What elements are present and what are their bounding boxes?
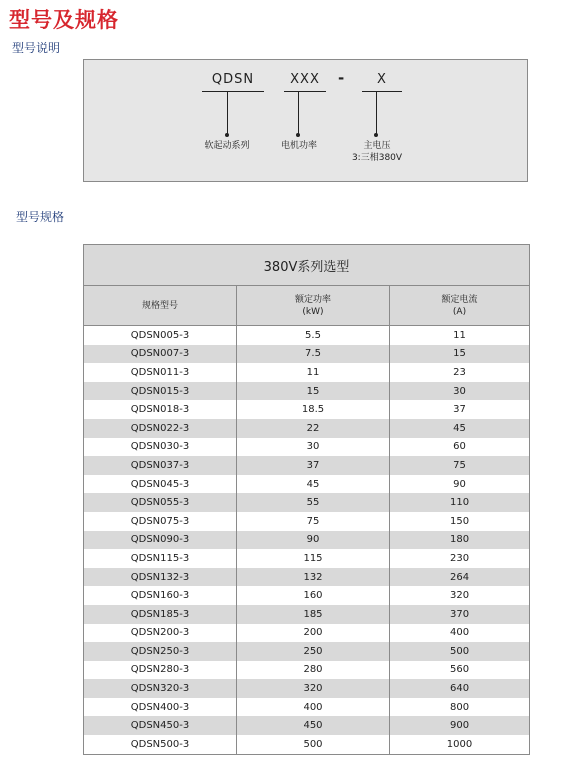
cell-model: QDSN030-3 — [84, 438, 237, 457]
cell-model: QDSN090-3 — [84, 531, 237, 550]
cell-model: QDSN160-3 — [84, 586, 237, 605]
cell-model: QDSN400-3 — [84, 698, 237, 717]
page-title: 型号及规格 — [9, 8, 119, 32]
cell-power: 22 — [237, 419, 390, 438]
table-row — [84, 642, 530, 661]
header-power — [237, 286, 390, 326]
power-pointer-line — [298, 92, 299, 135]
spec-table — [83, 244, 530, 755]
cell-power: 55 — [237, 493, 390, 512]
table-row — [84, 326, 530, 345]
cell-power: 400 — [237, 698, 390, 717]
model-segment-power: XXX — [290, 72, 320, 87]
cell-model: QDSN115-3 — [84, 549, 237, 568]
voltage-underline — [362, 91, 402, 92]
cell-current: 800 — [390, 698, 530, 717]
header-current-label: 额定电流 — [441, 294, 478, 305]
cell-current: 320 — [390, 586, 530, 605]
header-current — [390, 286, 530, 326]
cell-power: 7.5 — [237, 345, 390, 364]
voltage-caption-line1: 主电压 — [363, 141, 391, 151]
series-pointer-dot — [225, 133, 229, 137]
header-power-label: 额定功率 — [294, 294, 331, 305]
cell-power: 185 — [237, 605, 390, 624]
cell-model: QDSN015-3 — [84, 382, 237, 401]
cell-model: QDSN450-3 — [84, 716, 237, 735]
model-segment-voltage: X — [377, 72, 387, 87]
table-row — [84, 493, 530, 512]
cell-model: QDSN045-3 — [84, 475, 237, 494]
cell-current: 30 — [390, 382, 530, 401]
cell-current: 15 — [390, 345, 530, 364]
spec-heading: 型号规格 — [16, 210, 65, 224]
cell-power: 75 — [237, 512, 390, 531]
voltage-pointer-line — [376, 92, 377, 135]
cell-current: 110 — [390, 493, 530, 512]
table-row — [84, 549, 530, 568]
model-code-diagram — [83, 59, 528, 182]
series-underline — [202, 91, 264, 92]
table-row — [84, 475, 530, 494]
cell-power: 320 — [237, 679, 390, 698]
cell-current: 75 — [390, 456, 530, 475]
power-pointer-dot — [296, 133, 300, 137]
cell-model: QDSN320-3 — [84, 679, 237, 698]
cell-power: 200 — [237, 624, 390, 643]
power-caption: 电机功率 — [280, 141, 317, 151]
cell-power: 450 — [237, 716, 390, 735]
cell-power: 5.5 — [237, 326, 390, 345]
cell-model: QDSN500-3 — [84, 735, 237, 754]
table-row — [84, 661, 530, 680]
cell-power: 500 — [237, 735, 390, 754]
cell-current: 264 — [390, 568, 530, 587]
cell-power: 132 — [237, 568, 390, 587]
cell-model: QDSN011-3 — [84, 363, 237, 382]
cell-current: 370 — [390, 605, 530, 624]
cell-current: 900 — [390, 716, 530, 735]
spec-table-body — [84, 326, 530, 755]
header-current-unit: (A) — [452, 306, 467, 317]
cell-power: 45 — [237, 475, 390, 494]
table-row — [84, 382, 530, 401]
cell-current: 400 — [390, 624, 530, 643]
voltage-caption-line2: 3:三相380V — [351, 153, 403, 163]
cell-model: QDSN250-3 — [84, 642, 237, 661]
cell-model: QDSN185-3 — [84, 605, 237, 624]
table-row — [84, 345, 530, 364]
table-title: 380V系列选型 — [84, 245, 530, 286]
cell-power: 15 — [237, 382, 390, 401]
cell-power: 115 — [237, 549, 390, 568]
table-row — [84, 400, 530, 419]
cell-current: 560 — [390, 661, 530, 680]
cell-current: 230 — [390, 549, 530, 568]
header-model — [84, 286, 237, 326]
table-row — [84, 624, 530, 643]
cell-current: 150 — [390, 512, 530, 531]
table-row — [84, 586, 530, 605]
cell-model: QDSN200-3 — [84, 624, 237, 643]
header-model-label: 规格型号 — [141, 300, 178, 311]
cell-power: 18.5 — [237, 400, 390, 419]
cell-model: QDSN075-3 — [84, 512, 237, 531]
model-heading: 型号说明 — [12, 41, 61, 55]
table-row — [84, 698, 530, 717]
cell-current: 23 — [390, 363, 530, 382]
cell-current: 45 — [390, 419, 530, 438]
table-row — [84, 531, 530, 550]
table-row — [84, 568, 530, 587]
model-segment-series: QDSN — [211, 72, 255, 87]
series-caption: 软起动系列 — [204, 141, 250, 151]
cell-current: 1000 — [390, 735, 530, 754]
table-row — [84, 512, 530, 531]
cell-model: QDSN018-3 — [84, 400, 237, 419]
table-row — [84, 363, 530, 382]
cell-power: 11 — [237, 363, 390, 382]
series-pointer-line — [227, 92, 228, 135]
table-row — [84, 605, 530, 624]
cell-current: 90 — [390, 475, 530, 494]
table-row — [84, 419, 530, 438]
cell-current: 180 — [390, 531, 530, 550]
cell-power: 30 — [237, 438, 390, 457]
cell-model: QDSN280-3 — [84, 661, 237, 680]
cell-power: 37 — [237, 456, 390, 475]
model-separator: - — [338, 69, 345, 87]
cell-model: QDSN037-3 — [84, 456, 237, 475]
cell-power: 90 — [237, 531, 390, 550]
table-row — [84, 735, 530, 754]
cell-model: QDSN005-3 — [84, 326, 237, 345]
cell-current: 11 — [390, 326, 530, 345]
cell-current: 60 — [390, 438, 530, 457]
cell-power: 160 — [237, 586, 390, 605]
cell-model: QDSN055-3 — [84, 493, 237, 512]
cell-power: 250 — [237, 642, 390, 661]
cell-model: QDSN007-3 — [84, 345, 237, 364]
table-row — [84, 679, 530, 698]
table-row — [84, 716, 530, 735]
cell-power: 280 — [237, 661, 390, 680]
table-row — [84, 456, 530, 475]
cell-current: 37 — [390, 400, 530, 419]
table-row — [84, 438, 530, 457]
cell-model: QDSN022-3 — [84, 419, 237, 438]
cell-current: 500 — [390, 642, 530, 661]
cell-current: 640 — [390, 679, 530, 698]
header-power-unit: (kW) — [302, 306, 324, 317]
voltage-caption — [346, 140, 408, 164]
power-underline — [284, 91, 326, 92]
voltage-pointer-dot — [374, 133, 378, 137]
cell-model: QDSN132-3 — [84, 568, 237, 587]
